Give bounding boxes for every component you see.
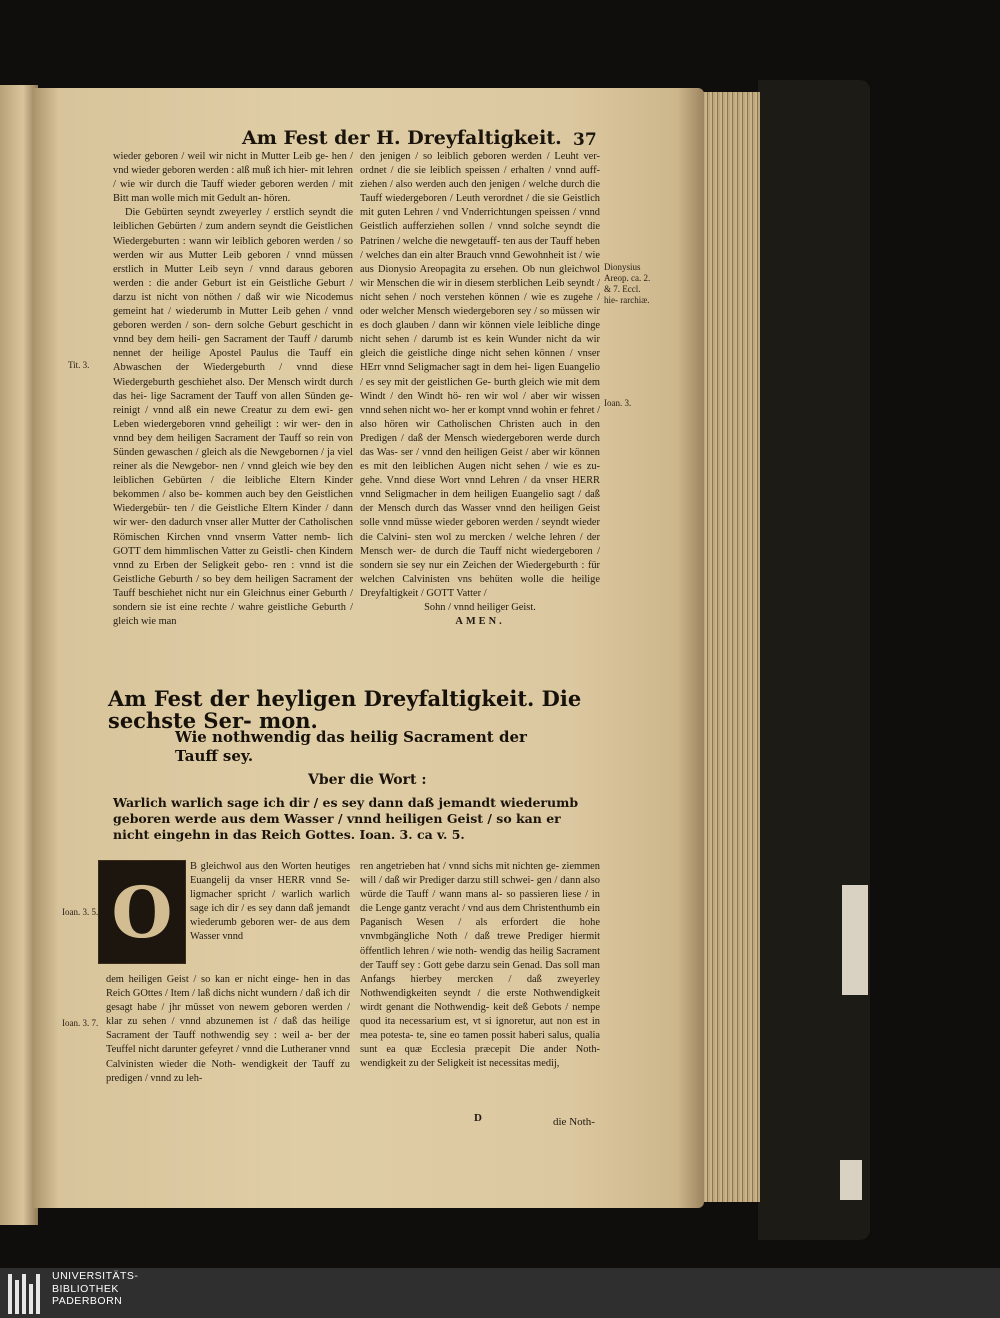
margin-note: Dionysius Areop. ca. 2. & 7. Eccl. hie- rarchiæ. bbox=[604, 262, 651, 305]
body-left-rest: dem heiligen Geist / so kan er nicht einge- hen in das Reich GOttes / Item / laß dichs nicht wundern / daß ich dir gesagt habe / jhr müsset von newem geboren werden / klar zu sehen / vnnd abzunemen ist / daß das heilige Sacrament der Tauff nothwendig sey : weil a- ber der Teuffel nicht darunter gefeyret / vnnd die Lutheraner vnnd Calvinisten wieder die Noth- wendigkeit der Tauff zu predigen / vnnd zu leh- bbox=[106, 974, 350, 1084]
sermon-subtitle: Wie nothwendig das heilig Sacrament der Tauff sey. bbox=[175, 728, 527, 765]
drop-cap-letter: O bbox=[111, 870, 173, 954]
library-line: BIBLIOTHEK bbox=[52, 1282, 119, 1295]
catchword: die Noth- bbox=[553, 1116, 595, 1128]
paragraph: den jenigen / so leiblich geboren werden / Leuht ver- ordnet / die sie leiblich speissen / erhalten / vnnd auff- ziehen / also werden auch den jenigen / welche durch die Tauff wiedergeboren / Leuth verordnet / die sie Geistlich mit guten Lehren / vnd Vnderrichtungen speissen / vnnd Geistlich aufferziehen sollen / vnnd solche seyndt die Patrinen / welche die newgetauff- ten aus der Tauff heben / welches dan ein alter Brauch vnnd Gewohnheit ist / wie aus Dionysio Areopagita zu ersehen. Ob nun gleichwol wir Menschen die wir in diesem sterblichen Leib seyndt / nicht sehen / noch verstehen können / wie es zugehe / oder welcher Mensch wiedergeboren sey / so müssen wir es doch glauben / dann wir können viele leibliche dinge nicht sehen / darumb ist es kein Wunder nicht da wir gleich die geistliche dinge nicht sehen können / vnser HErr vnnd Seligmacher sagt in dem hei- ligen Euangelio / es sey mit der geistlichen Ge- burth gleich wie mit dem Windt / den Windt hö- ren wir wol / aber wir wissen vnnd sehen nicht wo- her er kompt vnnd wohin er fehret / also hören wir Catholischen Christen auch in den Predigen / daß der Mensch wiedergeboren werde durch das Was- ser / vnnd den heiligen Geist / aber wir können es mit den leiblichen Augen nicht sehen / wie es zu- gehe. Vnnd diese Wort vnnd Lehren / da vnser HERR vnnd Seligmacher in dem heiligen Euangelio sagt / daß der Mensch durch das Wasser vnnd den heiligen Geist solle vnnd müsse wieder geboren werden / seyndt wieder die Calvini- sten wol zu mercken / welche lehren / der Mensch wer- de durch die Tauff nicht wiedergeboren / sondern sie sey nur ein Zeichen der Wiedergeburth : für welchen Calvinisten vns behüten wolle die heilige Dreyfaltigkeit / GOTT Vatter / bbox=[360, 151, 600, 599]
paper-tab bbox=[842, 885, 868, 995]
library-logo-icon bbox=[8, 1274, 44, 1314]
book-cover bbox=[758, 80, 870, 1240]
margin-note: Tit. 3. bbox=[68, 360, 90, 370]
section-label: Vber die Wort : bbox=[308, 772, 427, 788]
left-column-top bbox=[113, 150, 353, 629]
footer-bar bbox=[0, 1268, 1000, 1318]
library-name bbox=[52, 1270, 138, 1308]
running-head: Am Fest der H. Dreyfaltigkeit. bbox=[242, 127, 562, 149]
sermon-title: Am Fest der heyligen Dreyfaltigkeit. Die sechste Ser- mon. bbox=[108, 686, 582, 733]
right-column-top bbox=[360, 150, 600, 629]
paper-tab bbox=[840, 1160, 862, 1200]
library-line: PADERBORN bbox=[52, 1295, 123, 1307]
bible-quote: Warlich warlich sage ich dir / es sey dann daß jemandt wiederumb geboren werde aus dem Wasser / vnnd heiligen Geist / so kan er nicht eingehn in das Reich Gottes. Ioan. 3. ca v. 5. bbox=[113, 795, 579, 842]
body-left-top: B gleichwol aus den Worten heutiges Euangelij da vnser HERR vnnd Se- ligmacher spricht / warlich warlich sage ich dir / es sey dann daß jemandt wiederumb geboren wer- de aus dem Wasser vnnd bbox=[190, 861, 350, 943]
paragraph: wieder geboren / weil wir nicht in Mutter Leib ge- hen / vnd wieder geboren werden : alß muß ich hier- mit lehren / wie wir durch die Tauff wieder geboren werden / mit Bitt man wolle mich mit Gedult an- hören. bbox=[113, 151, 353, 205]
margin-note: Ioan. 3. 5. bbox=[62, 907, 99, 917]
margin-note: Ioan. 3. 7. bbox=[62, 1018, 99, 1028]
body-right: ren angetrieben hat / vnnd sichs mit nichten ge- ziemmen will / daß wir Prediger darzu still schwei- gen / dann also würde die Tauff / wann mans al- so passieren liese / in die Lenge gantz veracht / vnd aus dem Christenthumb ein Paganisch Wesen / als erfordert die hohe vnvmbgängliche Noth / daß trewe Prediger hiermit öffentlich lehren / wie noth- wendig das heilig Sacrament der Tauff sey : Gott gebe darzu sein Genad. Das soll man Anfangs hierbey mercken / daß zweyerley Nothwendigkeiten seyndt / die erste Nothwendigkeit wirdt genant die Nothwendig- keit deß Gebots / nempe quod ita necessarium est, vt si ignoretur, aut non est in mea potesta- te, sine eo tamen possit haberi salus, qualia sunt ea quæ Ecclesia præcepit Die ander Noth- wendigkeit zu der Seligkeit ist necessitas medij, bbox=[360, 861, 600, 1070]
page-edges bbox=[700, 92, 760, 1202]
drop-cap bbox=[98, 860, 186, 964]
library-line: UNIVERSITÄTS- bbox=[52, 1270, 139, 1282]
page-number: 37 bbox=[573, 130, 597, 150]
closing-line: Sohn / vnnd heiliger Geist. bbox=[424, 602, 536, 613]
amen: AMEN. bbox=[455, 616, 505, 628]
margin-note: Ioan. 3. bbox=[604, 398, 632, 408]
paragraph: Die Gebürten seyndt zweyerley / erstlich seyndt die leiblichen Gebürten / zum andern seyndt die Geistlichen Wiedergeburten : wann wir leiblich geboren werden / so werden wir aus Mutter Leib geboren / vnnd müssen erstlich in Mutter Leib seyn / vnnd daraus geboren werden : die ander Geburt ist ein Geistliche Geburt / darzu ist nicht von nöthen / daß wir wie Nicodemus gemeint hat / wiederumb in Mutter Leib gehen / vnnd geboren werden / son- dern solche Geburt geschicht in vnnd bey dem heili- gen Sacrament der Tauff / darumb nennet der heilige Apostel Paulus die Tauff ein Abwaschen der Wiedergeburth / vnnd diese Wiedergeburth geschiehet also. Der Mensch wirdt durch das hei- lige Sacrament der Tauff von allen Sünden ge- reinigt / vnnd alß ein newe Creatur zu dem ewi- gen Leben wiedergeboren vnnd geheiligt : wir wer- den in vnnd bey dem heiligen Sacrament der Tauff so rein von Sünden gewaschen / gleich als die Newgebornen / ja viel reiner als die Newgebor- nen / vnnd gleich wie bey den leiblichen Gebürten / die leibliche Eltern Kinder bekommen / also be- kommen auch bey den Geistlichen Wiedergebür- ten / die Geistliche Eltern Kinder / dann wir wer- den dadurch vnser aller Mutter der Catholischen Römischen Kirchen vnnd vnserm Vatter nemb- lich GOTT dem himmlischen Vatter zu Geistli- chen Kindern vnnd zu Erben der Seligkeit gebo- ren : vnnd ist die Geistliche Geburth / so bey dem heiligen Sacrament der Tauff beschiehet nicht nur ein Gleichnus einer Geburth / sondern sie ist eine rechte / wahre geistliche Geburth / gleich wie man bbox=[113, 207, 353, 628]
signature-mark: D bbox=[474, 1112, 482, 1124]
